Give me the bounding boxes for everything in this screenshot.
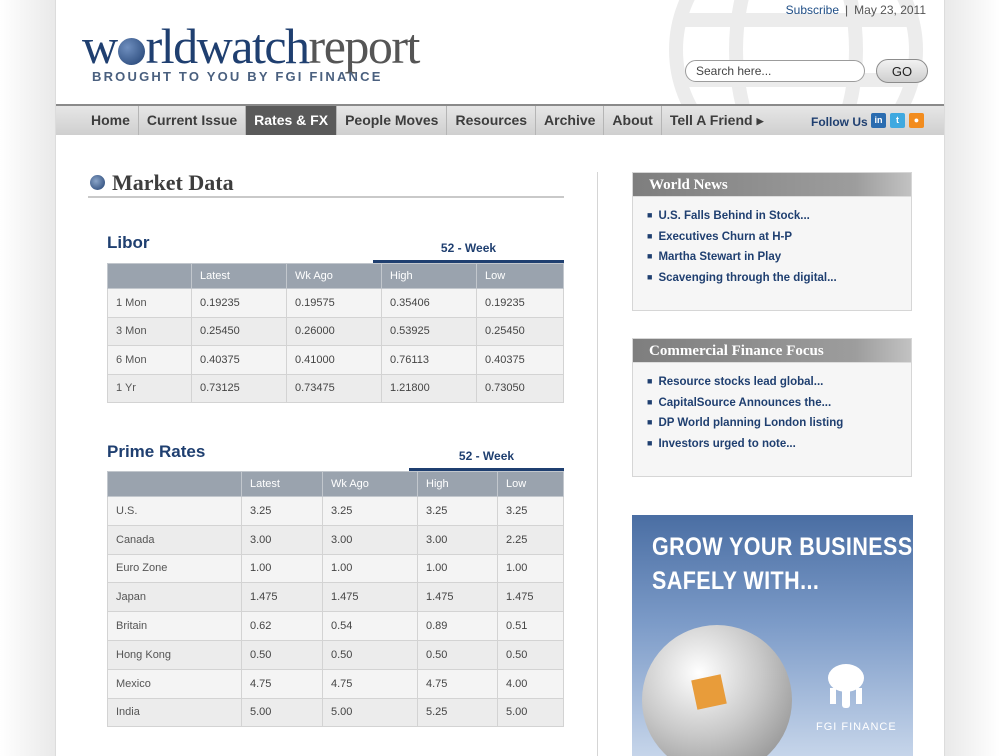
news-link-label: Executives Churn at H-P: [658, 230, 793, 243]
go-button[interactable]: GO: [876, 59, 928, 83]
site-logo[interactable]: [82, 18, 419, 84]
main-nav: [56, 104, 944, 135]
libor-table: [107, 263, 564, 403]
row-label: Euro Zone: [108, 554, 242, 583]
news-link[interactable]: [647, 412, 911, 433]
nav-item-about[interactable]: About: [604, 106, 661, 135]
column-header-high: High: [418, 472, 498, 497]
cell-latest: 0.19235: [192, 289, 287, 318]
cell-high: 0.35406: [382, 289, 477, 318]
cell-wk-ago: 0.50: [323, 640, 418, 669]
row-label: India: [108, 698, 242, 727]
news-link[interactable]: [647, 205, 911, 226]
bullet-icon: ■: [647, 417, 653, 427]
news-link[interactable]: [647, 267, 911, 288]
subscribe-link[interactable]: Subscribe: [785, 3, 840, 17]
cell-high: 1.21800: [382, 374, 477, 403]
cell-wk-ago: 1.00: [323, 554, 418, 583]
row-label: Japan: [108, 583, 242, 612]
cell-latest: 0.62: [242, 612, 323, 641]
column-header: [108, 264, 192, 289]
site-header: [56, 0, 944, 104]
nav-item-tell-a-friend-label: Tell A Friend: [669, 112, 753, 128]
cell-latest: 0.25450: [192, 317, 287, 346]
cell-latest: 1.475: [242, 583, 323, 612]
bullet-icon: ■: [647, 396, 653, 407]
cell-high: 0.89: [418, 612, 498, 641]
table-row: [108, 698, 564, 727]
nav-item-home[interactable]: Home: [83, 106, 139, 135]
row-label: U.S.: [108, 497, 242, 526]
row-label: 3 Mon: [108, 317, 192, 346]
cell-low: 5.00: [498, 698, 564, 727]
follow-us-label: Follow Us: [811, 115, 868, 129]
column-header-latest: Latest: [192, 264, 287, 289]
cell-high: 4.75: [418, 669, 498, 698]
cell-low: 4.00: [498, 669, 564, 698]
cell-low: 0.50: [498, 640, 564, 669]
page: [55, 0, 945, 756]
nav-item-current-issue[interactable]: Current Issue: [139, 106, 246, 135]
prime-rates-title: Prime Rates: [107, 442, 206, 461]
page-shadow-left: [0, 0, 55, 756]
cell-wk-ago: 0.26000: [287, 317, 382, 346]
cell-latest: 3.00: [242, 525, 323, 554]
bullet-icon: ■: [647, 230, 653, 241]
world-news-title: World News: [633, 173, 911, 197]
row-label: 6 Mon: [108, 346, 192, 375]
ad-brand-text: FGI FINANCE: [816, 721, 897, 733]
nav-item-rates-fx[interactable]: Rates & FX: [246, 106, 337, 135]
row-label: Britain: [108, 612, 242, 641]
cell-wk-ago: 3.25: [323, 497, 418, 526]
nav-item-archive[interactable]: Archive: [536, 106, 604, 135]
market-data-heading: [88, 170, 564, 198]
column-header-wk-ago: Wk Ago: [323, 472, 418, 497]
rss-icon[interactable]: ●: [909, 113, 924, 128]
page-shadow-right: [945, 0, 1000, 756]
ad-headline-line2: SAFELY WITH...: [652, 567, 820, 595]
column-header-high: High: [382, 264, 477, 289]
cell-wk-ago: 5.00: [323, 698, 418, 727]
bullet-icon: ■: [647, 251, 653, 261]
cell-high: 1.00: [418, 554, 498, 583]
news-link[interactable]: [647, 371, 911, 392]
nav-item-resources[interactable]: Resources: [447, 106, 536, 135]
column-header-low: Low: [477, 264, 564, 289]
arrow-right-icon: ▶: [756, 116, 764, 126]
world-news-widget: [632, 172, 912, 311]
cell-latest: 0.73125: [192, 374, 287, 403]
table-row: [108, 612, 564, 641]
linkedin-icon[interactable]: in: [871, 113, 886, 128]
cell-high: 0.76113: [382, 346, 477, 375]
column-header-low: Low: [498, 472, 564, 497]
nav-item-tell-a-friend[interactable]: [662, 106, 772, 135]
cell-wk-ago: 4.75: [323, 669, 418, 698]
cell-high: 0.53925: [382, 317, 477, 346]
ad-headline-line1: GROW YOUR BUSINESS: [652, 533, 913, 561]
commercial-finance-widget: [632, 338, 912, 477]
column-header-wk-ago: Wk Ago: [287, 264, 382, 289]
cell-high: 5.25: [418, 698, 498, 727]
cell-low: 3.25: [498, 497, 564, 526]
news-link-label: Resource stocks lead global...: [658, 376, 824, 388]
cell-latest: 0.50: [242, 640, 323, 669]
row-label: Canada: [108, 525, 242, 554]
cell-high: 3.25: [418, 497, 498, 526]
cell-high: 0.50: [418, 640, 498, 669]
news-link[interactable]: [647, 392, 911, 413]
table-row: [108, 317, 564, 346]
table-row: [108, 374, 564, 403]
column-divider: [597, 172, 598, 756]
cell-low: 0.19235: [477, 289, 564, 318]
prime-rates-table: [107, 471, 564, 727]
cell-wk-ago: 0.19575: [287, 289, 382, 318]
column-header: [108, 472, 242, 497]
cell-latest: 0.40375: [192, 346, 287, 375]
row-label: Hong Kong: [108, 640, 242, 669]
globe-icon: [118, 38, 145, 65]
news-link-label: DP World planning London listing: [658, 417, 844, 429]
table-row: [108, 346, 564, 375]
cell-low: 0.25450: [477, 317, 564, 346]
nav-item-people-moves[interactable]: People Moves: [337, 106, 447, 135]
commercial-finance-title: Commercial Finance Focus: [633, 339, 911, 363]
globe-bullet-icon: [90, 175, 105, 190]
logo-text-watch: rldwatch: [145, 18, 309, 74]
cell-latest: 3.25: [242, 497, 323, 526]
news-link-label: CapitalSource Announces the...: [658, 396, 832, 409]
news-link[interactable]: [647, 226, 911, 247]
row-label: 1 Yr: [108, 374, 192, 403]
puzzle-piece-icon: [691, 674, 727, 710]
search-input[interactable]: [685, 60, 865, 82]
table-row: [108, 554, 564, 583]
cell-low: 0.73050: [477, 374, 564, 403]
cell-low: 0.51: [498, 612, 564, 641]
news-link-label: Investors urged to note...: [658, 437, 796, 450]
table-row: [108, 525, 564, 554]
cell-latest: 4.75: [242, 669, 323, 698]
column-header-latest: Latest: [242, 472, 323, 497]
cell-latest: 1.00: [242, 554, 323, 583]
news-link[interactable]: [647, 433, 911, 454]
table-row: [108, 640, 564, 669]
current-date: May 23, 2011: [854, 3, 926, 17]
bullet-icon: ■: [647, 210, 653, 220]
fgi-finance-ad-banner[interactable]: [632, 515, 913, 756]
table-header-row: [108, 264, 564, 289]
libor-title: Libor: [107, 233, 150, 252]
bullet-icon: ■: [647, 376, 653, 386]
row-label: 1 Mon: [108, 289, 192, 318]
cell-low: 0.40375: [477, 346, 564, 375]
cell-wk-ago: 0.73475: [287, 374, 382, 403]
cell-low: 1.475: [498, 583, 564, 612]
logo-text-world: w: [82, 18, 117, 74]
table-row: [108, 497, 564, 526]
cell-wk-ago: 1.475: [323, 583, 418, 612]
cell-high: 3.00: [418, 525, 498, 554]
bullet-icon: ■: [647, 271, 653, 282]
table-row: [108, 583, 564, 612]
news-link-label: Scavenging through the digital...: [658, 271, 837, 284]
separator: |: [845, 3, 849, 17]
tagline: BROUGHT TO YOU BY FGI FINANCE: [92, 69, 383, 84]
news-link-label: U.S. Falls Behind in Stock...: [658, 210, 810, 222]
cell-low: 1.00: [498, 554, 564, 583]
cell-high: 1.475: [418, 583, 498, 612]
cell-wk-ago: 0.41000: [287, 346, 382, 375]
cell-low: 2.25: [498, 525, 564, 554]
libor-52-week-label: 52 - Week: [373, 241, 564, 263]
cell-wk-ago: 3.00: [323, 525, 418, 554]
elephant-logo-icon: [822, 660, 870, 712]
page-title: Market Data: [112, 170, 234, 195]
prime-52-week-label: 52 - Week: [409, 449, 564, 471]
table-row: [108, 289, 564, 318]
top-links: [786, 3, 926, 17]
table-row: [108, 669, 564, 698]
row-label: Mexico: [108, 669, 242, 698]
news-link-label: Martha Stewart in Play: [658, 251, 782, 263]
bullet-icon: ■: [647, 437, 653, 448]
logo-text-report: report: [308, 18, 419, 74]
cell-wk-ago: 0.54: [323, 612, 418, 641]
twitter-icon[interactable]: t: [890, 113, 905, 128]
table-header-row: [108, 472, 564, 497]
cell-latest: 5.00: [242, 698, 323, 727]
news-link[interactable]: [647, 246, 911, 267]
